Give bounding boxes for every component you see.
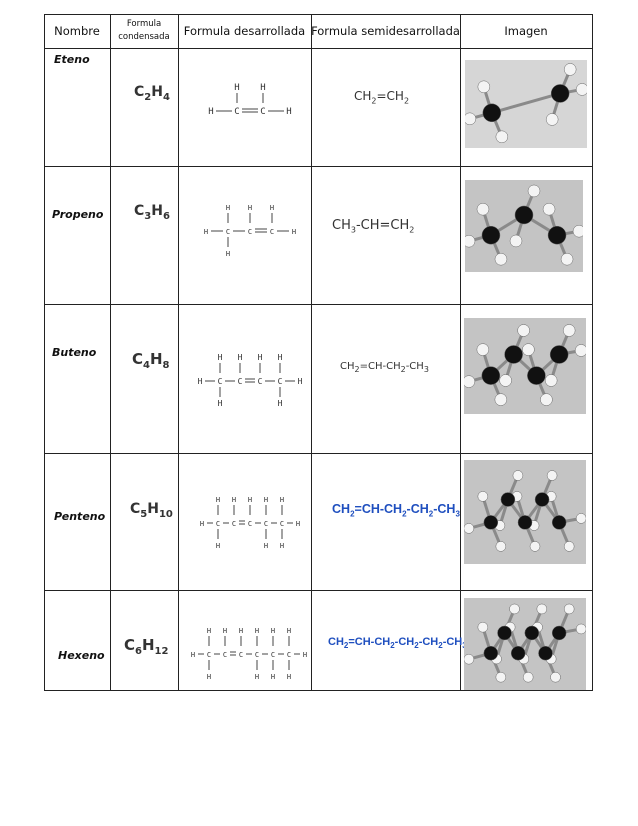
hydrogen-atom: H — [225, 204, 231, 212]
hydrogen-atom: H — [254, 627, 260, 635]
semi-formula-buteno — [340, 361, 429, 374]
semi-group: =CH — [376, 89, 404, 103]
hydrogen-ball — [576, 513, 586, 523]
col-divider — [311, 14, 312, 691]
row-divider — [44, 304, 593, 305]
hydrogen-ball — [465, 113, 476, 125]
carbon-atom: C — [247, 228, 253, 236]
molecular-model-image-hexeno — [464, 598, 586, 690]
hydrogen-ball — [464, 523, 474, 533]
hydrogen-atom: H — [279, 542, 285, 550]
carbon-atom: C — [279, 520, 285, 528]
semi-subscript: 3 — [350, 225, 356, 235]
hydrogen-atom: H — [302, 651, 308, 659]
hydrogen-ball — [496, 672, 506, 682]
hydrogen-ball — [513, 471, 523, 481]
hydrogen-ball — [561, 253, 573, 265]
hydrogen-ball — [543, 203, 555, 215]
carbon-atom: C — [217, 377, 223, 386]
row-name-eteno: Eteno — [54, 53, 90, 66]
hydrogen-atom: H — [286, 107, 292, 117]
semi-subscript: 2 — [371, 96, 377, 106]
semi-group: -CH — [418, 636, 439, 648]
structural-formula-buteno — [184, 340, 308, 420]
carbon-atom: C — [234, 107, 240, 117]
carbon-atom: C — [225, 228, 231, 236]
col-divider — [592, 14, 593, 691]
semi-subscript: 3 — [455, 509, 460, 519]
hydrogen-ball — [540, 394, 552, 406]
hydrogen-ball — [576, 624, 586, 634]
semi-group: -CH — [442, 636, 463, 648]
hydrogen-ball — [495, 394, 507, 406]
hydrogen-atom: H — [208, 107, 214, 117]
hydrogen-ball — [545, 374, 557, 386]
hydrogen-atom: H — [297, 377, 303, 386]
carbon-ball — [525, 626, 539, 640]
structural-svg — [184, 340, 308, 420]
hydrogen-ball — [523, 672, 533, 682]
hydrogen-atom: H — [257, 353, 263, 362]
semi-group: CH — [328, 636, 344, 648]
carbon-atom: C — [237, 377, 243, 386]
carbon-ball — [483, 104, 501, 122]
hydrogen-atom: H — [217, 353, 223, 362]
hydrogen-ball — [530, 541, 540, 551]
structural-svg — [184, 70, 308, 150]
carbon-atom: C — [238, 651, 244, 659]
carbon-atom: C — [286, 651, 292, 659]
hydrogen-atom: H — [263, 542, 269, 550]
carbon-atom: C — [222, 651, 228, 659]
hydrogen-atom: H — [234, 83, 240, 93]
semi-subscript: 2 — [343, 641, 349, 651]
hydrogen-atom: H — [279, 496, 285, 504]
hydrogen-ball — [522, 344, 534, 356]
carbon-ball — [550, 345, 568, 363]
semi-subscript: 2 — [438, 641, 443, 651]
hydrogen-atom: H — [231, 496, 237, 504]
hydrogen-ball — [464, 376, 475, 388]
carbon-atom: C — [231, 520, 237, 528]
hydrogen-ball — [510, 604, 520, 614]
hydrogen-ball — [465, 235, 475, 247]
carbon-ball — [498, 626, 512, 640]
semi-subscript: 2 — [400, 365, 406, 374]
carbon-atom: C — [247, 520, 253, 528]
hydrogen-atom: H — [286, 627, 292, 635]
semi-group: CH — [332, 218, 351, 233]
structural-svg — [180, 616, 310, 690]
model-svg — [464, 318, 586, 414]
hydrogen-atom: H — [215, 542, 221, 550]
hydrogen-ball — [464, 654, 474, 664]
hydrogen-atom: H — [254, 673, 260, 681]
semi-subscript: 2 — [390, 641, 395, 651]
hydrogen-atom: H — [237, 353, 243, 362]
carbon-ball — [548, 226, 566, 244]
semi-formula-hexeno — [328, 636, 467, 650]
col-divider — [44, 14, 45, 691]
hydrogen-ball — [510, 235, 522, 247]
hydrogen-atom: H — [217, 399, 223, 408]
hydrogen-atom: H — [260, 83, 266, 93]
carbon-atom: C — [260, 107, 266, 117]
structural-formula-propeno — [184, 190, 308, 270]
semi-subscript: 3 — [423, 365, 429, 374]
row-divider — [44, 590, 593, 591]
hydrogen-atom: H — [277, 399, 283, 408]
carbon-ball — [518, 515, 532, 529]
carbon-ball — [515, 206, 533, 224]
carbon-atom: C — [206, 651, 212, 659]
carbon-ball — [482, 226, 500, 244]
semi-group: -CH — [433, 502, 456, 516]
semi-subscript: 2 — [414, 641, 419, 651]
carbon-ball — [484, 515, 498, 529]
header-desarrollada: Formula desarrollada — [183, 24, 306, 38]
semi-subscript: 2 — [402, 509, 407, 519]
condensed-formula-hexeno: $C_6H_{12}$ — [124, 636, 169, 657]
semi-subscript: 2 — [409, 225, 415, 235]
structural-svg — [184, 482, 308, 562]
semi-group: CH — [332, 502, 351, 516]
structural-formula-penteno — [184, 482, 308, 562]
row-name-propeno: Propeno — [52, 208, 104, 221]
hydrogen-ball — [573, 225, 583, 237]
hydrogen-atom: H — [190, 651, 196, 659]
structural-formula-hexeno — [180, 616, 310, 690]
carbon-ball — [538, 646, 552, 660]
hydrogen-ball — [575, 344, 586, 356]
hydrogen-ball — [496, 131, 508, 143]
molecular-model-image-propeno — [465, 180, 583, 272]
hydrogen-ball — [518, 324, 530, 336]
hydrogen-atom: H — [215, 496, 221, 504]
semi-group: -CH — [406, 502, 429, 516]
hydrogen-atom: H — [206, 627, 212, 635]
hydrogen-ball — [564, 541, 574, 551]
semi-group: -CH — [405, 361, 424, 372]
header-divider — [44, 48, 593, 49]
hydrogen-atom: H — [238, 627, 244, 635]
semi-group: CH — [354, 89, 372, 103]
hydrogen-atom: H — [206, 673, 212, 681]
alkenes-table — [44, 14, 593, 691]
carbon-ball — [552, 515, 566, 529]
carbon-atom: C — [257, 377, 263, 386]
semi-group: =CH-CH — [359, 361, 401, 372]
header-nombre: Nombre — [54, 24, 100, 38]
carbon-ball — [482, 367, 500, 385]
hydrogen-atom: H — [263, 496, 269, 504]
hydrogen-ball — [564, 63, 576, 75]
hydrogen-atom: H — [270, 627, 276, 635]
hydrogen-ball — [495, 253, 507, 265]
carbon-ball — [527, 367, 545, 385]
structural-svg — [184, 190, 308, 270]
semi-subscript: 2 — [354, 365, 360, 374]
semi-group: =CH-CH — [348, 636, 391, 648]
carbon-atom: C — [270, 651, 276, 659]
semi-subscript: 2 — [350, 509, 355, 519]
semi-subscript: 2 — [428, 509, 434, 519]
header-imagen: Imagen — [504, 24, 548, 38]
carbon-atom: C — [254, 651, 260, 659]
condensed-formula-penteno: $C_5H_{10}$ — [130, 501, 173, 520]
semi-formula-eteno — [354, 89, 409, 105]
model-svg — [465, 180, 583, 272]
semi-formula-propeno — [332, 218, 414, 235]
carbon-atom: C — [269, 228, 275, 236]
hydrogen-atom: H — [295, 520, 301, 528]
carbon-ball — [551, 84, 569, 102]
hydrogen-ball — [537, 604, 547, 614]
molecular-model-image-buteno — [464, 318, 586, 414]
hydrogen-atom: H — [286, 673, 292, 681]
hydrogen-ball — [478, 622, 488, 632]
hydrogen-atom: H — [270, 673, 276, 681]
hydrogen-ball — [477, 203, 489, 215]
carbon-atom: C — [215, 520, 221, 528]
row-name-penteno: Penteno — [54, 510, 106, 523]
hydrogen-atom: H — [277, 353, 283, 362]
carbon-ball — [511, 646, 525, 660]
semi-group: =CH-CH — [354, 502, 403, 516]
carbon-atom: C — [263, 520, 269, 528]
row-name-buteno: Buteno — [52, 346, 97, 359]
hydrogen-atom: H — [199, 520, 205, 528]
model-svg — [464, 598, 586, 690]
carbon-atom: C — [277, 377, 283, 386]
hydrogen-atom: H — [269, 204, 275, 212]
table-border-bottom — [44, 690, 593, 691]
hydrogen-atom: H — [247, 496, 253, 504]
col-divider — [110, 14, 111, 691]
hydrogen-ball — [496, 541, 506, 551]
header-semidesarrollada: Formula semidesarrollada — [311, 24, 460, 38]
semi-formula-penteno — [332, 502, 460, 519]
carbon-ball — [552, 626, 566, 640]
model-svg — [465, 60, 587, 148]
semi-group: -CH — [394, 636, 415, 648]
hydrogen-ball — [550, 672, 560, 682]
col-divider — [460, 14, 461, 691]
molecular-model-image-penteno — [464, 460, 586, 564]
semi-subscript: 2 — [403, 96, 410, 106]
model-svg — [464, 460, 586, 564]
hydrogen-atom: H — [291, 228, 297, 236]
structural-formula-eteno — [184, 70, 308, 150]
hydrogen-ball — [563, 324, 575, 336]
col-divider — [178, 14, 179, 691]
row-divider — [44, 453, 593, 454]
carbon-ball — [505, 345, 523, 363]
hydrogen-ball — [478, 491, 488, 501]
hydrogen-atom: H — [222, 627, 228, 635]
condensed-formula-buteno: $C_4H_8$ — [132, 350, 170, 371]
semi-group: -CH=CH — [355, 218, 410, 233]
molecular-model-image-eteno — [465, 60, 587, 148]
condensed-formula-eteno: $C_2H_4$ — [134, 84, 170, 103]
hydrogen-atom: H — [225, 250, 231, 258]
semi-group: CH — [340, 361, 355, 372]
hydrogen-atom: H — [203, 228, 209, 236]
hydrogen-ball — [500, 374, 512, 386]
condensed-formula-propeno: $C_3H_6$ — [134, 203, 170, 222]
carbon-ball — [501, 493, 515, 507]
hydrogen-ball — [547, 471, 557, 481]
row-divider — [44, 166, 593, 167]
hydrogen-ball — [477, 344, 489, 356]
hydrogen-ball — [528, 185, 540, 197]
hydrogen-atom: H — [197, 377, 203, 386]
row-name-hexeno: Hexeno — [58, 649, 105, 662]
hydrogen-atom: H — [247, 204, 253, 212]
hydrogen-ball — [546, 113, 558, 125]
hydrogen-ball — [478, 81, 490, 93]
header-condensada: Formula condensada — [118, 19, 170, 42]
hydrogen-ball — [576, 83, 587, 95]
carbon-ball — [484, 646, 498, 660]
hydrogen-ball — [564, 604, 574, 614]
carbon-ball — [535, 493, 549, 507]
